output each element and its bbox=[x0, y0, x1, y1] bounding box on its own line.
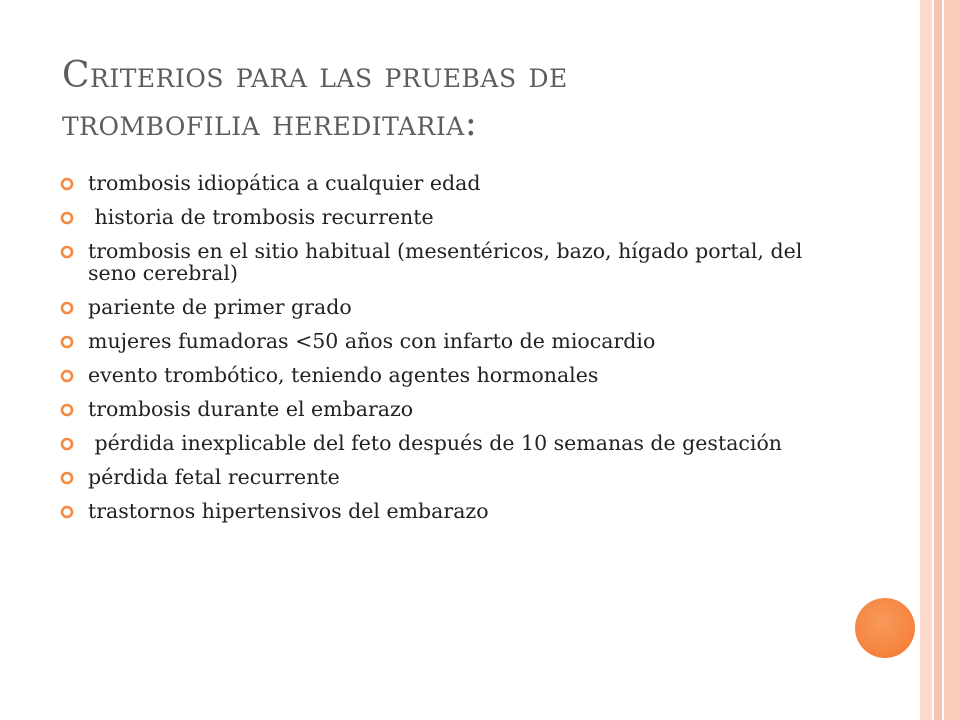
bullet-circle-icon bbox=[60, 369, 74, 383]
decorative-stripe bbox=[920, 0, 932, 720]
criteria-item-text: evento trombótico, teniendo agentes hormonales bbox=[88, 363, 599, 387]
criteria-item bbox=[60, 296, 840, 318]
criteria-item-text: trombosis durante el embarazo bbox=[88, 397, 414, 421]
decorative-stripe bbox=[944, 0, 960, 720]
criteria-item-text: trombosis en el sitio habitual (mesentéricos, bazo, hígado portal, del seno cerebral) bbox=[88, 239, 809, 285]
bullet-circle-icon bbox=[60, 211, 74, 225]
criteria-item-text: pariente de primer grado bbox=[88, 295, 352, 319]
decorative-orange-circle bbox=[855, 598, 915, 658]
decorative-stripe bbox=[934, 0, 942, 720]
criteria-item bbox=[60, 206, 840, 228]
criteria-item bbox=[60, 466, 840, 488]
bullet-circle-icon bbox=[60, 301, 74, 315]
criteria-item bbox=[60, 364, 840, 386]
criteria-item-text: pérdida inexplicable del feto después de 10 semanas de gestación bbox=[88, 431, 782, 455]
bullet-circle-icon bbox=[60, 177, 74, 191]
slide-title bbox=[62, 52, 842, 148]
criteria-item-text: trombosis idiopática a cualquier edad bbox=[88, 171, 481, 195]
criteria-list bbox=[60, 172, 840, 534]
bullet-circle-icon bbox=[60, 471, 74, 485]
criteria-item bbox=[60, 240, 840, 284]
criteria-item bbox=[60, 500, 840, 522]
bullet-circle-icon bbox=[60, 403, 74, 417]
criteria-item-text: historia de trombosis recurrente bbox=[88, 205, 434, 229]
criteria-item-text: pérdida fetal recurrente bbox=[88, 465, 340, 489]
title-line-2: trombofilia hereditaria: bbox=[62, 103, 478, 144]
criteria-item bbox=[60, 398, 840, 420]
criteria-item bbox=[60, 172, 840, 194]
criteria-item bbox=[60, 432, 840, 454]
bullet-circle-icon bbox=[60, 245, 74, 259]
bullet-circle-icon bbox=[60, 505, 74, 519]
bullet-circle-icon bbox=[60, 437, 74, 451]
title-line-1: Criterios para las pruebas de bbox=[62, 55, 568, 96]
criteria-item-text: mujeres fumadoras <50 años con infarto de miocardio bbox=[88, 329, 656, 353]
bullet-circle-icon bbox=[60, 335, 74, 349]
criteria-item bbox=[60, 330, 840, 352]
criteria-item-text: trastornos hipertensivos del embarazo bbox=[88, 499, 489, 523]
